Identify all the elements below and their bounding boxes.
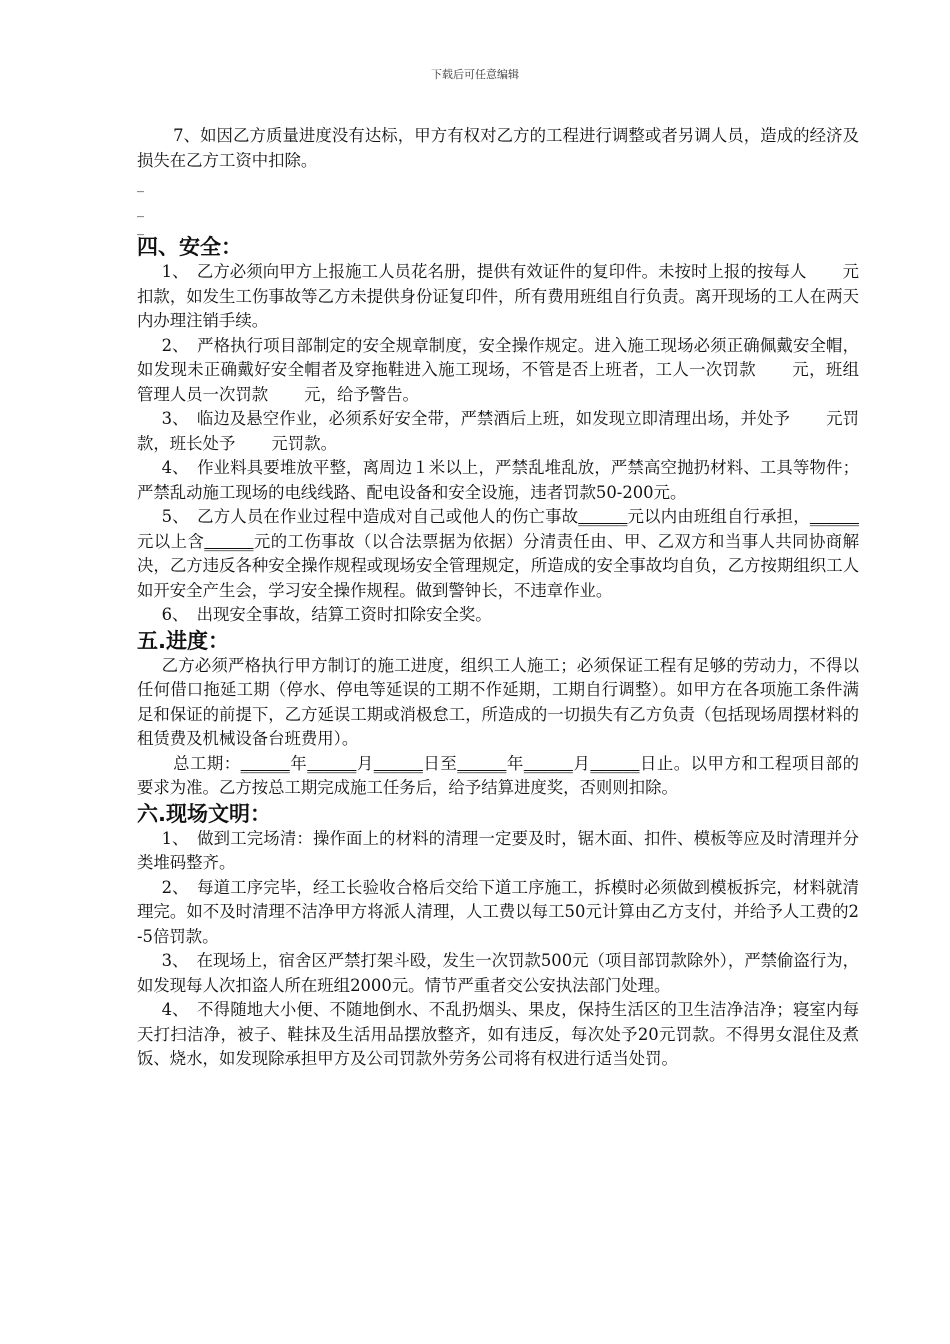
safety-item-6: 6、 出现安全事故，结算工资时扣除安全奖。	[161, 605, 492, 624]
fill-blank: ______	[373, 753, 423, 773]
paragraph-7: 7、如因乙方质量进度没有达标，甲方有权对乙方的工程进行调整或者另调人员，造成的经济及损失在乙方工资中扣除。	[137, 126, 859, 170]
civility-item-3: 3、 在现场上，宿舍区严禁打架斗殴，发生一次罚款500元（项目部罚款除外），严禁偷盗行为，如发现每人次扣盗人所在班组2000元。情节严重者交公安执法部门处理。	[137, 951, 859, 995]
text-run: 元，给予警告。	[304, 384, 419, 404]
text-run: 元，班组管理人员一次罚款	[137, 360, 860, 404]
text-run: 元罚款，班长处予	[137, 409, 859, 453]
fill-blank: ______	[578, 507, 628, 526]
page-header: 下载后可任意编辑	[431, 68, 519, 81]
progress-paragraph-2	[137, 752, 859, 801]
text-run: 元扣款，如发生工伤事故等乙方未提供身份证复印件，所有费用班组自行负责。离开现场的工人在两天内办理注销手续。	[137, 262, 860, 330]
document-body	[137, 124, 859, 1072]
safety-item-1	[137, 260, 859, 334]
civility-item-4: 4、 不得随地大小便、不随地倒水、不乱扔烟头、果皮，保持生活区的卫生洁净洁净；寝室内每天打扫洁净，被子、鞋抹及生活用品摆放整齐，如有违反，每次处予20元罚款。不得男女混住及煮饭、烧水，如发现除承担甲方及公司罚款外劳务公司将有权进行适当处罚。	[137, 1000, 859, 1068]
safety-item-2	[137, 334, 859, 408]
section-heading-site-civility: 六.现场文明：	[137, 801, 271, 826]
text-run: 1、 乙方必须向甲方上报施工人员花名册，提供有效证件的复印件。未按时上报的按每人	[161, 262, 807, 281]
dash-line: _	[137, 177, 144, 193]
section-heading-safety: 四、安全：	[137, 235, 242, 259]
text-run: 5、 乙方人员在作业过程中造成对自己或他人的伤亡事故	[161, 507, 579, 526]
fill-blank: ______	[307, 753, 357, 773]
text-run: 3、 临边及悬空作业，必须系好安全带，严禁酒后上班，如发现立即清理出场，并处予	[161, 409, 790, 428]
text-run: 元以上含	[137, 531, 205, 551]
text-run: 年	[289, 753, 308, 773]
civility-item-1: 1、 做到工完场清：操作面上的材料的清理一定要及时，锯木面、扣件、模板等应及时清理并分类堆码整齐。	[137, 828, 859, 872]
safety-item-4: 4、 作业料具要堆放平整，离周边１米以上，严禁乱堆乱放，严禁高空抛扔材料、工具等物件；严禁乱动施工现场的电线线路、配电设备和安全设施，违者罚款50-200元。	[137, 458, 859, 502]
text-run: 月	[572, 753, 591, 773]
text-run: 总工期：	[173, 753, 241, 773]
dash-line: _	[137, 201, 144, 218]
text-run: 日至	[422, 753, 458, 773]
dash-line: _	[137, 220, 144, 236]
text-run: 月	[356, 753, 374, 773]
fill-blank: ______	[240, 753, 290, 773]
progress-paragraph-1: 乙方必须严格执行甲方制订的施工进度，组织工人施工；必须保证工程有足够的劳动力，不得以任何借口拖延工期（停水、停电等延误的工期不作延期，工期自行调整）。如甲方在各项施工条件满足和保证的前提下，乙方延误工期或消极怠工，所造成的一切损失有乙方负责（包括现场周摆材料的租赁费及机械设备台班费用）。	[137, 655, 859, 748]
text-run: 2、 严格执行项目部制定的安全规章制度，安全操作规定。进入施工现场必须正确佩戴安全帽，如发现未正确戴好安全帽者及穿拖鞋进入施工现场，不管是否上班者，工人一次罚款	[137, 335, 859, 379]
fill-blank: ______	[523, 753, 573, 773]
fill-blank: ______	[590, 753, 640, 773]
text-run: 日止。以甲方和工程项目部的要求为准。乙方按总工期完成施工任务后，给予结算进度奖，否则则扣除。	[137, 753, 860, 797]
section-heading-progress: 五.进度：	[137, 628, 229, 653]
text-run: 年	[506, 753, 524, 773]
text-run: 元罚款。	[271, 433, 337, 453]
text-run: 元以内由班组自行承担，	[627, 507, 810, 526]
civility-item-2: 2、 每道工序完毕，经工长验收合格后交给下道工序施工，拆模时必须做到模板拆完，材料就清理完。如不及时清理不洁净甲方将派人清理，人工费以每工50元计算由乙方支付，并给予人工费的2-5倍罚款。	[137, 877, 859, 946]
text-run: 元的工伤事故（以合法票据为依据）分清责任由、甲、乙双方和当事人共同协商解决，乙方违反各种安全操作规程或现场安全管理规定，所造成的安全事故均自负，乙方按期组织工人如开安全产生会，学习安全操作规程。做到警钟长，不违章作业。	[137, 531, 860, 600]
fill-blank: ______	[204, 531, 254, 551]
fill-blank: ______	[809, 507, 859, 526]
fill-blank: ______	[457, 753, 507, 773]
safety-item-5	[137, 505, 859, 603]
safety-item-3	[137, 407, 859, 456]
